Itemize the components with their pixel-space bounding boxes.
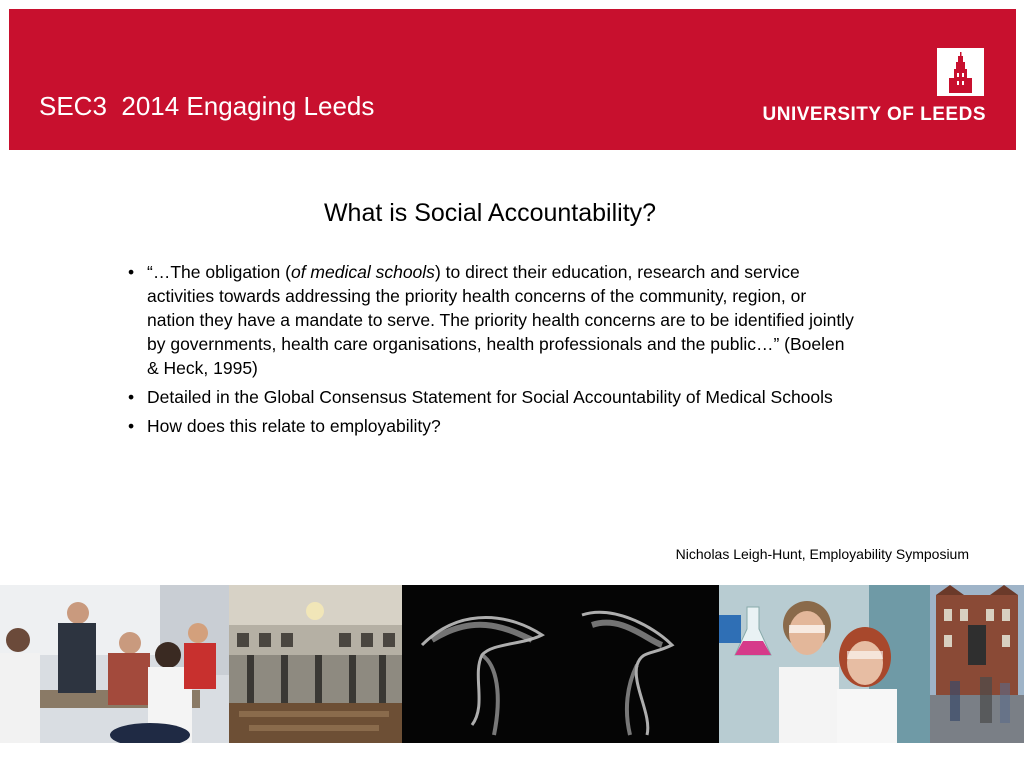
university-logo-text: UNIVERSITY OF LEEDS — [762, 104, 986, 125]
slide-title: What is Social Accountability? — [323, 199, 657, 227]
bullet-text-post: ) to direct their education, research and service activities towards addressing the priority health concerns of the community, region, or nation they have a mandate to serve. The priority health concerns are to be identified jointly by governments, health care organisations, health professionals and the public…” (Boelen & Heck, 1995) — [147, 262, 854, 378]
dance-photo — [402, 585, 719, 743]
university-crest-icon — [937, 48, 984, 96]
photo-strip — [0, 585, 1024, 743]
header-banner — [9, 9, 1016, 150]
bullet-item — [128, 260, 858, 380]
campus-photo — [930, 585, 1024, 743]
bullet-item: • How does this relate to employability? — [128, 414, 858, 438]
author-byline: Nicholas Leigh-Hunt, Employability Symposium — [675, 546, 969, 562]
bullet-item: • Detailed in the Global Consensus Statement for Social Accountability of Medical Schools — [128, 385, 858, 409]
bullet-text-emphasis: of medical schools — [290, 262, 435, 282]
classroom-photo — [0, 585, 229, 743]
bullet-list — [128, 260, 858, 443]
presentation-title: SEC3 2014 Engaging Leeds — [39, 91, 375, 121]
lab-photo — [719, 585, 930, 743]
library-photo — [229, 585, 402, 743]
bullet-text-pre: “…The obligation ( — [147, 262, 291, 282]
